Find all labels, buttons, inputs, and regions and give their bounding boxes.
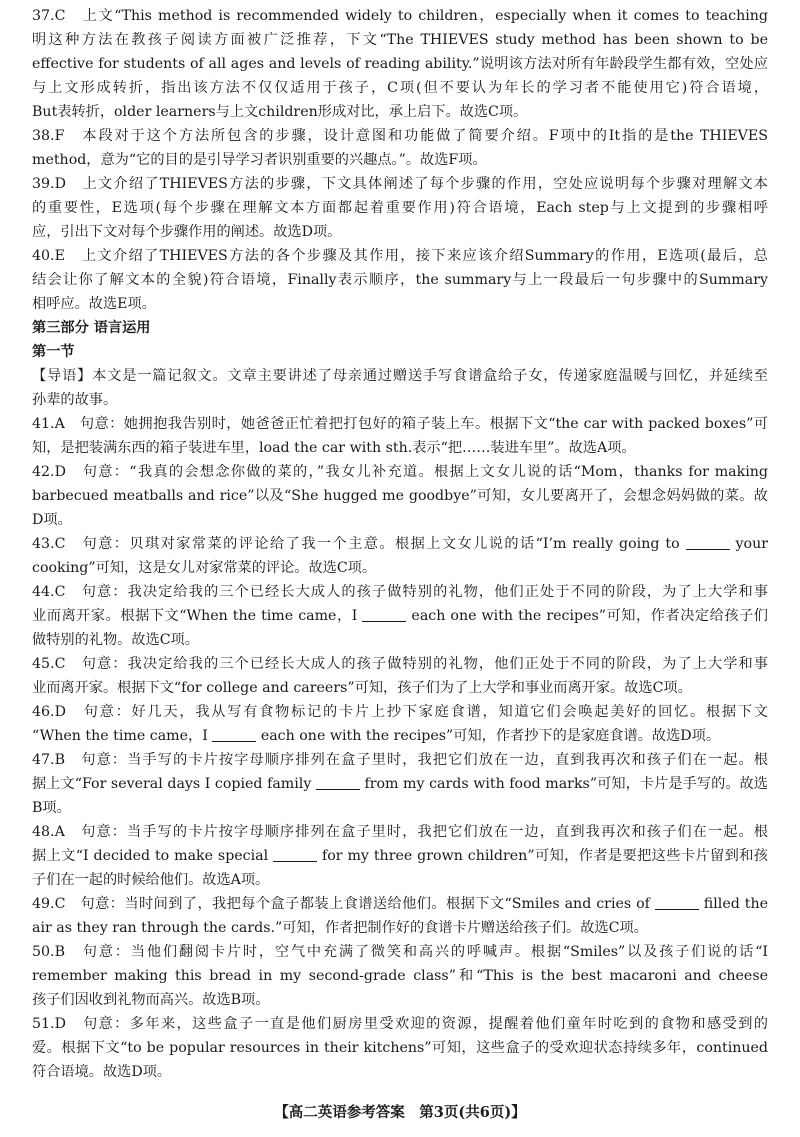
answer-blank — [273, 847, 317, 862]
text-line: “When the time came，I each one with the recipes”可知，作者抄下的是家庭食谱。故选D项。 — [32, 728, 721, 744]
text-line: method，意为“它的目的是引导学习者识别重要的兴趣点。”。故选F项。 — [32, 152, 487, 168]
text-line: remember making this bread in my second-grade class”和“This is the best macaroni and cheese — [32, 968, 768, 984]
text-line: 48.A 句意：当手写的卡片按字母顺序排列在盒子里时，我把它们放在一边，直到我再次和孩子们在一起。根 — [32, 824, 768, 840]
text-line: 41.A 句意：她拥抱我告别时，她爸爸正忙着把打包好的箱子装上车。根据下文“the car with packed boxes”可 — [32, 416, 768, 432]
answer-blank — [655, 895, 699, 910]
text-line: 37.C 上文“This method is recommended widely to children，especially when it comes to teaching — [32, 8, 768, 24]
text-line: 51.D 句意：多年来，这些盒子一直是他们厨房里受欢迎的资源，提醒着他们童年时吃到的食物和感受到的 — [32, 1016, 768, 1032]
text-line: 【导语】本文是一篇记叙文。文章主要讲述了母亲通过赠送手写食谱盒给子女，传递家庭温暖与回忆，并延续至 — [32, 368, 768, 384]
answer-key-page — [32, 4, 768, 1084]
text-line: 业而离开家。根据下文“for college and careers”可知，孩子们为了上大学和事业而离开家。故选C项。 — [32, 680, 692, 696]
text-line: 孩子们因收到礼物而高兴。故选B项。 — [32, 992, 270, 1008]
text-line: cooking”可知，这是女儿对家常菜的评论。故选C项。 — [32, 560, 377, 576]
text-line: 应，引出下文对每个步骤作用的阐述。故选D项。 — [32, 224, 342, 240]
text-line: 做特别的礼物。故选C项。 — [32, 632, 199, 648]
text-line: 知，是把装满东西的箱子装进车里，load the car with sth.表示“把……装进车里”。故选A项。 — [32, 440, 636, 456]
text-line: 相呼应。故选E项。 — [32, 296, 156, 312]
answer-blank — [212, 727, 256, 742]
text-line: effective for students of all ages and levels of reading ability.”说明该方法对所有年龄段学生都有效，空处应 — [32, 56, 768, 72]
text-line: 45.C 句意：我决定给我的三个已经长大成人的孩子做特别的礼物，他们正处于不同的阶段，为了上大学和事 — [32, 656, 768, 672]
text-line: 42.D 句意：“我真的会想念你做的菜的，”我女儿补充道。根据上文女儿说的话“Mom，thanks for making — [32, 464, 768, 480]
text-line: 与上文形成转折，指出该方法不仅仅适用于孩子，C项(但不要认为年长的学习者不能使用它)符合语境， — [32, 80, 768, 96]
text-line: 子们在一起的时候给他们。故选A项。 — [32, 872, 270, 888]
text-line: 的重要性，E选项(每个步骤在理解文本方面都起着重要作用)符合语境，Each step与上文提到的步骤相呼 — [32, 200, 768, 216]
answer-blank — [316, 775, 360, 790]
section-heading: 第三部分 语言运用 — [32, 320, 151, 336]
text-line: barbecued meatballs and rice”以及“She hugged me goodbye”可知，女儿要离开了，会想念妈妈做的菜。故 — [32, 488, 768, 504]
text-line: 符合语境。故选D项。 — [32, 1064, 172, 1080]
text-line: 爱。根据下文“to be popular resources in their kitchens”可知，这些盒子的受欢迎状态持续多年，continued — [32, 1040, 768, 1056]
answer-blank — [362, 607, 406, 622]
text-line: 46.D 句意：好几天，我从写有食物标记的卡片上抄下家庭食谱，知道它们会唤起美好的回忆。根据下文 — [32, 704, 768, 720]
text-line: 结会让你了解文本的全貌)符合语境，Finally表示顺序，the summary与上一段最后一句步骤中的Summary — [32, 272, 768, 288]
text-line: 50.B 句意：当他们翻阅卡片时，空气中充满了微笑和高兴的呼喊声。根据“Smiles”以及孩子们说的话“I — [32, 944, 768, 960]
text-line: 孙辈的故事。 — [32, 392, 118, 408]
text-line: 业而离开家。根据下文“When the time came，I each one with the recipes”可知，作者决定给孩子们 — [32, 608, 768, 624]
text-line: D项。 — [32, 512, 72, 528]
text-line: 据上文“I decided to make special for my three grown children”可知，作者是要把这些卡片留到和孩 — [32, 848, 768, 864]
text-line: 据上文“For several days I copied family from my cards with food marks”可知，卡片是手写的。故选 — [32, 776, 768, 792]
text-line: 43.C 句意：贝琪对家常菜的评论给了我一个主意。根据上文女儿说的话“I’m really going to your — [32, 536, 768, 552]
text-line: 38.F 本段对于这个方法所包含的步骤，设计意图和功能做了简要介绍。F项中的It指的是the THIEVES — [32, 128, 768, 144]
text-line: 明这种方法在教孩子阅读方面被广泛推荐，下文“The THIEVES study method has been shown to be — [32, 32, 768, 48]
text-line: 47.B 句意：当手写的卡片按字母顺序排列在盒子里时，我把它们放在一边，直到我再次和孩子们在一起。根 — [32, 752, 768, 768]
text-line: But表转折，older learners与上文children形成对比，承上启下。故选C项。 — [32, 104, 528, 120]
page-footer: 【高二英语参考答案 第3页(共6页)】 — [274, 1104, 526, 1121]
answer-blank — [686, 535, 730, 550]
text-line: B项。 — [32, 800, 71, 816]
text-line: 49.C 句意：当时间到了，我把每个盒子都装上食谱送给他们。根据下文“Smiles and cries of filled the — [32, 896, 768, 912]
text-line: 39.D 上文介绍了THIEVES方法的步骤，下文具体阐述了每个步骤的作用，空处应说明每个步骤对理解文本 — [32, 176, 768, 192]
section-heading: 第一节 — [32, 344, 75, 360]
text-line: 44.C 句意：我决定给我的三个已经长大成人的孩子做特别的礼物，他们正处于不同的阶段，为了上大学和事 — [32, 584, 768, 600]
text-line: air as they ran through the cards.”可知，作者把制作好的食谱卡片赠送给孩子们。故选C项。 — [32, 920, 648, 936]
text-line: 40.E 上文介绍了THIEVES方法的各个步骤及其作用，接下来应该介绍Summary的作用，E选项(最后，总 — [32, 248, 768, 264]
